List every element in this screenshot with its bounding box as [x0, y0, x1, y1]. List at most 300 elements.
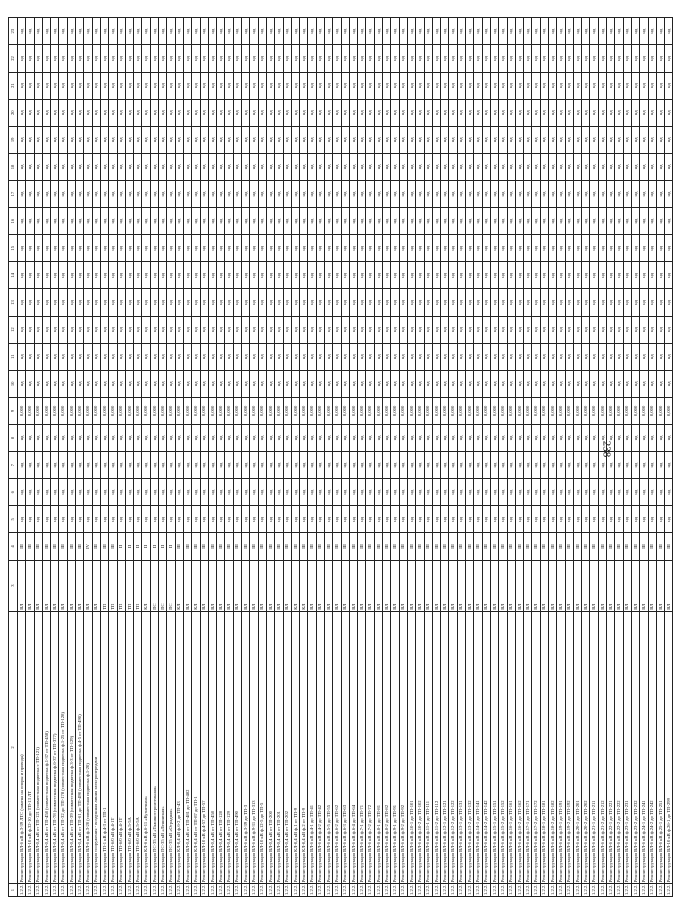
table-cell: нд	[424, 208, 432, 235]
table-cell: III	[92, 533, 100, 560]
table-cell: нд	[59, 370, 67, 397]
table-cell: нд	[557, 126, 565, 153]
table-cell: нд	[416, 99, 424, 126]
table-cell: 0,000	[159, 397, 167, 424]
table-cell: нд	[648, 126, 656, 153]
table-cell: нд	[515, 316, 523, 343]
table-cell: нд	[208, 289, 216, 316]
table-cell: нд	[416, 153, 424, 180]
table-cell: нд	[283, 289, 291, 316]
table-cell: нд	[374, 452, 382, 479]
table-cell: нд	[208, 479, 216, 506]
table-cell: нд	[316, 45, 324, 72]
table-cell: нд	[167, 208, 175, 235]
table-cell: нд	[474, 45, 482, 72]
table-cell: нд	[76, 262, 84, 289]
table-cell: нд	[316, 479, 324, 506]
table-cell: 0,000	[316, 397, 324, 424]
table-cell: нд	[67, 316, 75, 343]
table-cell: II	[159, 533, 167, 560]
table-cell: нд	[125, 153, 133, 180]
table-cell: нд	[324, 153, 332, 180]
table-cell: ВЛ	[316, 560, 324, 611]
table-row	[333, 18, 341, 897]
table-cell: нд	[316, 506, 324, 533]
table-cell: нд	[109, 452, 117, 479]
table-cell: нд	[300, 208, 308, 235]
table-cell: III	[490, 533, 498, 560]
table-cell: нд	[258, 18, 266, 45]
table-cell: нд	[67, 506, 75, 533]
table-cell: III	[233, 533, 241, 560]
table-cell: 0,000	[233, 397, 241, 424]
object-name-cell: Реконструкция ВЛ-0,4 кВ от ТП-129	[225, 611, 233, 883]
table-cell: нд	[607, 235, 615, 262]
table-cell: нд	[374, 370, 382, 397]
table-cell: нд	[142, 99, 150, 126]
table-cell: нд	[582, 370, 590, 397]
table-cell: нд	[549, 506, 557, 533]
table-cell: нд	[631, 153, 639, 180]
table-cell: нд	[67, 424, 75, 451]
table-cell: нд	[192, 235, 200, 262]
table-cell: нд	[183, 316, 191, 343]
table-cell: нд	[466, 235, 474, 262]
table-cell: нд	[499, 452, 507, 479]
table-cell: нд	[540, 316, 548, 343]
table-cell: нд	[640, 45, 648, 72]
table-cell: нд	[200, 235, 208, 262]
table-cell: нд	[407, 424, 415, 451]
table-cell: нд	[598, 18, 606, 45]
table-cell: нд	[383, 72, 391, 99]
table-cell: 0,000	[333, 397, 341, 424]
table-cell: нд	[524, 153, 532, 180]
table-cell: нд	[92, 126, 100, 153]
column-number-header: 11	[9, 343, 18, 370]
table-cell: нд	[615, 99, 623, 126]
table-cell: нд	[134, 45, 142, 72]
table-cell: нд	[18, 126, 26, 153]
object-name-cell: Реконструкция ВЛ-6 кВ ф.14-1 до ТП-141	[474, 611, 482, 883]
table-cell: нд	[665, 262, 673, 289]
table-cell: нд	[308, 289, 316, 316]
table-cell: нд	[51, 45, 59, 72]
table-cell: нд	[665, 479, 673, 506]
row-index-cell: 1.2.2.1	[117, 884, 125, 897]
table-cell: нд	[200, 99, 208, 126]
table-cell: нд	[532, 452, 540, 479]
table-cell: нд	[242, 235, 250, 262]
table-cell: КЛ	[192, 560, 200, 611]
table-cell: нд	[432, 343, 440, 370]
table-cell: 0,000	[67, 397, 75, 424]
table-cell: нд	[623, 370, 631, 397]
table-row	[26, 18, 34, 897]
table-cell: нд	[449, 289, 457, 316]
table-cell: нд	[540, 343, 548, 370]
table-cell: нд	[524, 180, 532, 207]
table-cell: нд	[432, 45, 440, 72]
table-cell: нд	[582, 126, 590, 153]
table-cell: III	[383, 533, 391, 560]
table-cell: 0,000	[242, 397, 250, 424]
table-cell: нд	[474, 235, 482, 262]
table-cell: нд	[283, 262, 291, 289]
table-cell: 0,000	[275, 397, 283, 424]
table-cell: III	[532, 533, 540, 560]
table-cell: нд	[84, 72, 92, 99]
table-cell: 0,000	[383, 397, 391, 424]
table-cell: III	[100, 533, 108, 560]
table-cell: нд	[623, 153, 631, 180]
table-cell: нд	[258, 479, 266, 506]
table-cell: нд	[333, 452, 341, 479]
table-cell: нд	[366, 316, 374, 343]
table-cell: нд	[18, 262, 26, 289]
column-number-header: 15	[9, 235, 18, 262]
table-cell: нд	[449, 235, 457, 262]
table-cell: нд	[358, 208, 366, 235]
table-cell: нд	[631, 289, 639, 316]
table-row	[532, 18, 540, 897]
table-cell: нд	[109, 99, 117, 126]
table-cell: нд	[42, 506, 50, 533]
row-index-cell: 1.2.2.1	[623, 884, 631, 897]
table-cell: нд	[607, 343, 615, 370]
table-cell: нд	[341, 506, 349, 533]
table-cell: нд	[117, 343, 125, 370]
table-cell: нд	[607, 153, 615, 180]
table-cell: нд	[300, 370, 308, 397]
row-index-cell: 1.2.2.1	[308, 884, 316, 897]
table-cell: нд	[474, 506, 482, 533]
table-cell: нд	[308, 452, 316, 479]
table-cell: нд	[383, 452, 391, 479]
table-cell: нд	[515, 99, 523, 126]
table-cell: нд	[424, 235, 432, 262]
table-cell: нд	[607, 208, 615, 235]
table-row	[399, 18, 407, 897]
table-cell: нд	[250, 370, 258, 397]
table-cell: III	[51, 533, 59, 560]
table-cell: нд	[84, 180, 92, 207]
table-cell: нд	[631, 208, 639, 235]
table-cell: нд	[34, 72, 42, 99]
table-cell: 0,000	[150, 397, 158, 424]
table-cell: нд	[316, 235, 324, 262]
table-cell: ВЛ	[515, 560, 523, 611]
table-cell: нд	[275, 262, 283, 289]
table-cell: 0,000	[515, 397, 523, 424]
row-index-cell: 1.2.2.1	[150, 884, 158, 897]
table-cell: нд	[466, 153, 474, 180]
table-cell: нд	[490, 72, 498, 99]
table-cell: нд	[42, 18, 50, 45]
table-cell: нд	[449, 479, 457, 506]
table-cell: нд	[283, 506, 291, 533]
table-cell: нд	[142, 180, 150, 207]
table-cell: нд	[549, 343, 557, 370]
table-cell: нд	[225, 370, 233, 397]
table-cell: нд	[300, 99, 308, 126]
table-cell: нд	[134, 18, 142, 45]
row-index-cell: 1.2.2.1	[283, 884, 291, 897]
table-cell: III	[391, 533, 399, 560]
table-cell: нд	[208, 126, 216, 153]
table-cell: нд	[358, 452, 366, 479]
table-cell: нд	[648, 208, 656, 235]
table-cell: нд	[142, 479, 150, 506]
table-cell: нд	[134, 235, 142, 262]
table-row	[233, 18, 241, 897]
table-cell: нд	[84, 370, 92, 397]
table-cell: нд	[134, 479, 142, 506]
table-cell: нд	[59, 99, 67, 126]
row-index-cell: 1.2.2.1	[125, 884, 133, 897]
table-cell: нд	[117, 235, 125, 262]
object-name-cell: Реконструкция ВЛ-6 кВ ф.23-2 до ТП-232	[631, 611, 639, 883]
table-cell: нд	[391, 235, 399, 262]
table-cell: нд	[407, 208, 415, 235]
table-cell: нд	[67, 180, 75, 207]
table-cell: нд	[374, 45, 382, 72]
table-cell: нд	[524, 370, 532, 397]
table-cell: ВЛ	[640, 560, 648, 611]
table-cell: нд	[42, 370, 50, 397]
table-cell: нд	[200, 153, 208, 180]
table-cell: нд	[598, 153, 606, 180]
table-cell: нд	[117, 289, 125, 316]
table-cell: нд	[565, 153, 573, 180]
table-cell: нд	[159, 506, 167, 533]
table-cell: нд	[333, 370, 341, 397]
table-cell: нд	[291, 153, 299, 180]
table-cell: нд	[200, 72, 208, 99]
table-cell: нд	[275, 316, 283, 343]
object-name-cell: Реконструкция ТП-6/0 кВ ф.4-1Т	[109, 611, 117, 883]
table-cell: нд	[565, 343, 573, 370]
table-cell: нд	[316, 289, 324, 316]
table-cell: нд	[474, 99, 482, 126]
table-cell: 0,000	[100, 397, 108, 424]
table-cell: нд	[391, 506, 399, 533]
table-cell: нд	[175, 235, 183, 262]
table-cell: нд	[532, 153, 540, 180]
table-cell: нд	[424, 72, 432, 99]
table-cell: III	[441, 533, 449, 560]
table-cell: нд	[557, 99, 565, 126]
table-cell: нд	[391, 316, 399, 343]
table-cell: нд	[457, 479, 465, 506]
table-cell: нд	[275, 45, 283, 72]
table-cell: нд	[557, 316, 565, 343]
table-cell: нд	[291, 370, 299, 397]
table-cell: нд	[42, 316, 50, 343]
table-cell: нд	[598, 370, 606, 397]
table-cell: нд	[266, 126, 274, 153]
object-name-cell: Реконструкция КЛ-0,4 кВ ф.1 от ТП-9	[291, 611, 299, 883]
object-name-cell: Реконструкция ВЛ-6 кВ ф.13-2 до ТП-132	[466, 611, 474, 883]
table-cell: нд	[175, 126, 183, 153]
table-cell: нд	[631, 452, 639, 479]
table-row	[466, 18, 474, 897]
table-cell: нд	[457, 208, 465, 235]
table-cell: нд	[283, 479, 291, 506]
table-cell: нд	[51, 126, 59, 153]
table-cell: нд	[391, 262, 399, 289]
table-cell: нд	[582, 180, 590, 207]
table-cell: нд	[26, 316, 34, 343]
table-cell: нд	[549, 452, 557, 479]
table-row	[565, 18, 573, 897]
table-cell: нд	[217, 424, 225, 451]
table-cell: нд	[34, 479, 42, 506]
table-cell: III	[557, 533, 565, 560]
table-cell: 0,000	[499, 397, 507, 424]
table-cell: нд	[117, 452, 125, 479]
table-cell: нд	[457, 506, 465, 533]
row-index-cell: 1.2.2.1	[300, 884, 308, 897]
table-cell: нд	[515, 126, 523, 153]
table-cell: III	[665, 533, 673, 560]
object-name-cell: Реконструкция ВЛ-6 кВ ф.17-2 до ТП-172	[532, 611, 540, 883]
table-cell: нд	[208, 45, 216, 72]
table-cell: нд	[407, 235, 415, 262]
table-cell: нд	[18, 208, 26, 235]
table-cell: нд	[424, 316, 432, 343]
table-cell: нд	[92, 72, 100, 99]
column-number-header: 4	[9, 533, 18, 560]
table-cell: нд	[507, 343, 515, 370]
table-cell: нд	[515, 45, 523, 72]
table-cell: нд	[665, 18, 673, 45]
table-cell: нд	[474, 424, 482, 451]
table-cell: нд	[358, 18, 366, 45]
column-number-header: 2	[9, 611, 18, 883]
table-cell: нд	[441, 72, 449, 99]
table-cell: нд	[18, 45, 26, 72]
table-cell: нд	[250, 452, 258, 479]
table-cell: нд	[358, 316, 366, 343]
table-cell: нд	[631, 316, 639, 343]
table-cell: нд	[18, 424, 26, 451]
table-cell: III	[225, 533, 233, 560]
table-cell: нд	[366, 370, 374, 397]
table-cell: нд	[607, 72, 615, 99]
table-cell: нд	[656, 208, 664, 235]
table-cell: нд	[159, 452, 167, 479]
object-name-cell: Реконструкция ВЛ-10 кВ ф.32-10 до ТП-13 ЛТ	[26, 611, 34, 883]
table-cell: нд	[598, 452, 606, 479]
table-cell: нд	[208, 99, 216, 126]
table-cell: нд	[51, 262, 59, 289]
table-cell: нд	[482, 424, 490, 451]
table-cell: нд	[466, 424, 474, 451]
row-index-cell: 1.2.2.1	[383, 884, 391, 897]
table-cell: III	[192, 533, 200, 560]
table-cell: III	[432, 533, 440, 560]
table-row	[250, 18, 258, 897]
table-cell: 0,000	[457, 397, 465, 424]
table-cell: нд	[125, 424, 133, 451]
table-cell: нд	[51, 289, 59, 316]
table-cell: нд	[275, 18, 283, 45]
table-cell: нд	[250, 479, 258, 506]
table-cell: нд	[640, 316, 648, 343]
table-cell: нд	[565, 289, 573, 316]
table-cell: нд	[183, 370, 191, 397]
table-cell: нд	[26, 452, 34, 479]
table-cell: нд	[549, 18, 557, 45]
table-cell: 0,000	[441, 397, 449, 424]
table-cell: нд	[524, 18, 532, 45]
table-cell: нд	[316, 424, 324, 451]
table-cell: нд	[92, 180, 100, 207]
table-cell: нд	[200, 370, 208, 397]
table-cell: нд	[524, 99, 532, 126]
table-cell: нд	[349, 424, 357, 451]
row-index-cell: 1.2.2.1	[631, 884, 639, 897]
table-cell: 0,000	[615, 397, 623, 424]
table-cell: нд	[233, 506, 241, 533]
table-cell: нд	[275, 72, 283, 99]
table-cell: нд	[100, 18, 108, 45]
column-number-header: 17	[9, 180, 18, 207]
table-cell: нд	[134, 153, 142, 180]
table-cell: нд	[532, 506, 540, 533]
table-cell: нд	[466, 99, 474, 126]
table-cell: ВЛ	[474, 560, 482, 611]
table-cell: нд	[192, 126, 200, 153]
table-cell: нд	[308, 262, 316, 289]
table-cell: нд	[391, 424, 399, 451]
table-cell: нд	[482, 99, 490, 126]
table-cell: нд	[416, 343, 424, 370]
column-number-header: 18	[9, 153, 18, 180]
table-cell: нд	[640, 72, 648, 99]
object-name-cell: Реконструкция ВЛ-6 кВ ф.24-1 до ТП-241	[640, 611, 648, 883]
table-cell: нд	[26, 72, 34, 99]
table-cell: нд	[76, 479, 84, 506]
table-cell: нд	[192, 18, 200, 45]
table-cell: нд	[208, 72, 216, 99]
table-cell: нд	[565, 479, 573, 506]
table-cell: III	[366, 533, 374, 560]
table-cell: нд	[84, 208, 92, 235]
table-cell: нд	[482, 262, 490, 289]
table-cell: нд	[590, 370, 598, 397]
row-index-cell: 1.2.2.1	[316, 884, 324, 897]
table-cell: III	[582, 533, 590, 560]
table-cell: нд	[374, 153, 382, 180]
object-name-cell: Реконструкция ВЛ-0,4 кВ от ТП-78 (совместная подвеска ф.6-37 от ТП-377)	[51, 611, 59, 883]
table-cell: нд	[109, 343, 117, 370]
table-cell: нд	[391, 289, 399, 316]
table-cell: нд	[407, 262, 415, 289]
table-cell: нд	[524, 479, 532, 506]
table-cell: нд	[92, 452, 100, 479]
table-cell: нд	[416, 208, 424, 235]
table-cell: нд	[441, 18, 449, 45]
table-cell: нд	[631, 235, 639, 262]
table-row	[308, 18, 316, 897]
table-cell: нд	[117, 153, 125, 180]
table-cell: нд	[142, 343, 150, 370]
table-cell: ВЛ	[242, 560, 250, 611]
object-name-cell: Реконструкция ВЛ-6 кВ ф.21-2 до ТП-212	[598, 611, 606, 883]
table-cell: нд	[499, 18, 507, 45]
